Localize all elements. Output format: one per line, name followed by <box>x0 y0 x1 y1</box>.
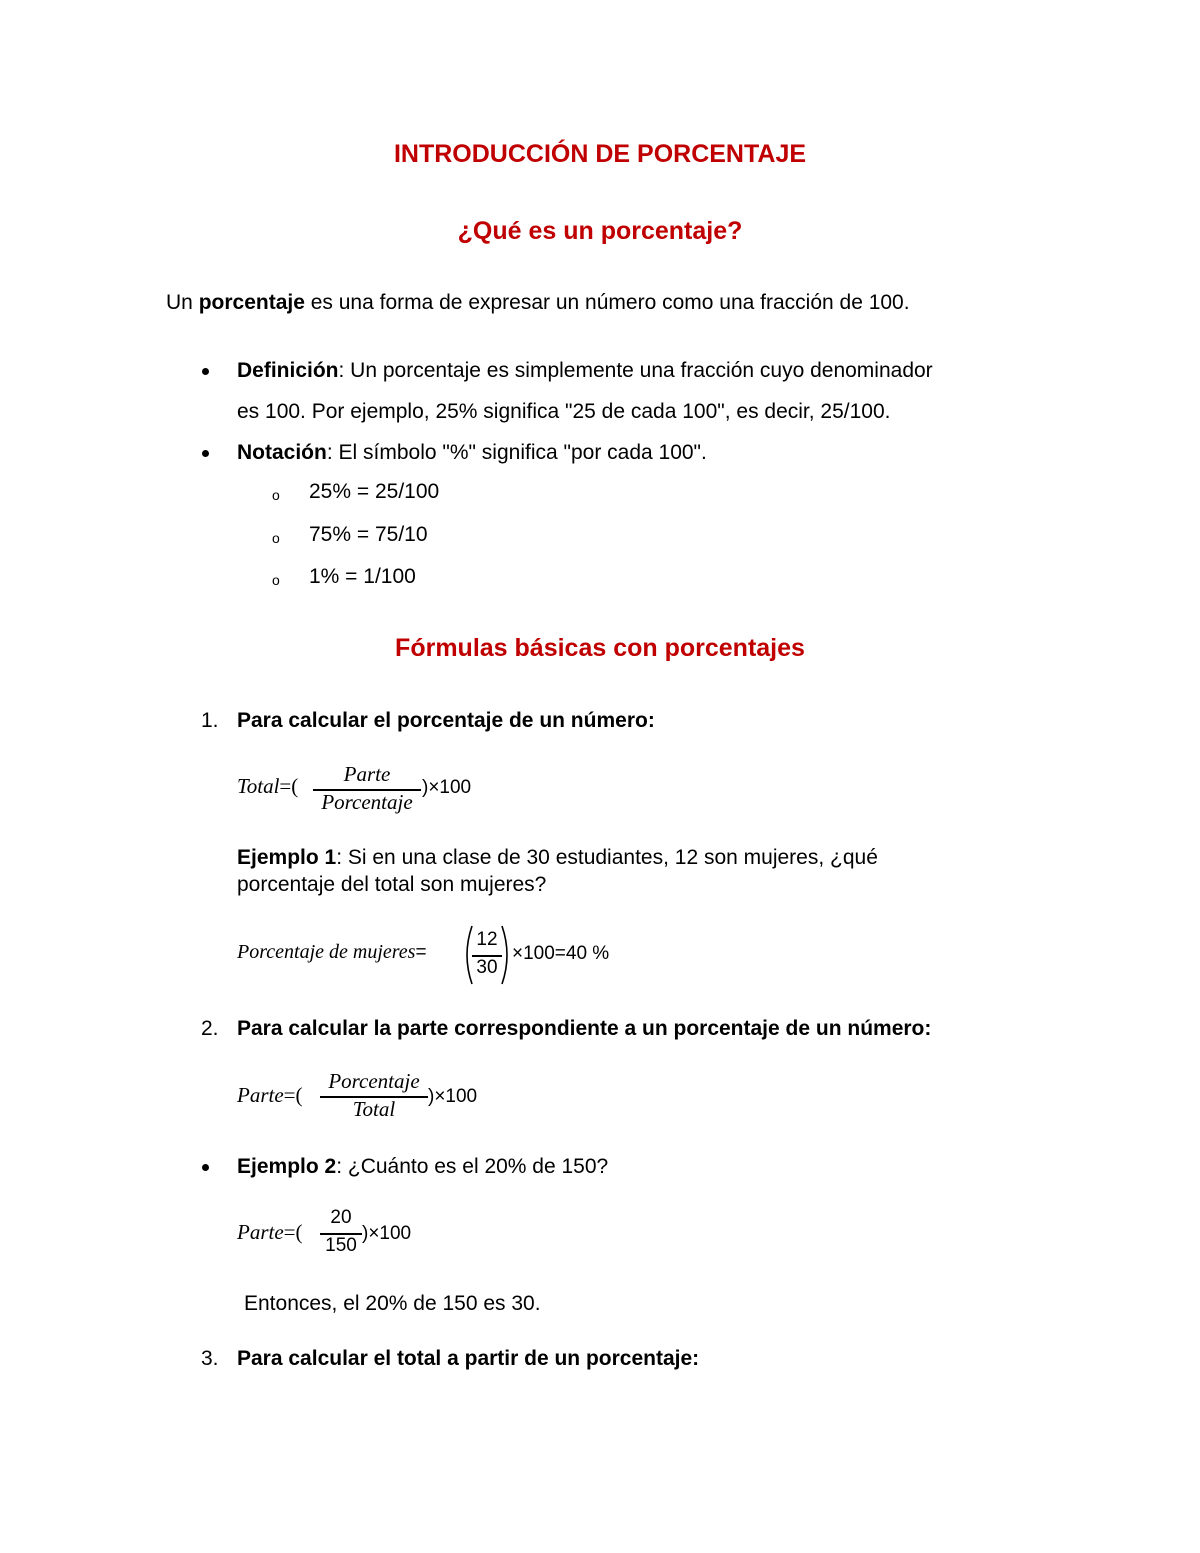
intro-bold-term: porcentaje <box>198 291 305 314</box>
example1: Ejemplo 1: Si en una clase de 30 estudiantes, 12 son mujeres, ¿qué <box>237 846 878 869</box>
section-heading-what-is: ¿Qué es un porcentaje? <box>457 217 743 245</box>
formula-example2-tail: )×100 <box>362 1223 412 1244</box>
sub-item: 75% = 75/10 <box>309 523 428 546</box>
formula-example1-tail: ×100=40 % <box>512 943 610 964</box>
page-title: INTRODUCCIÓN DE PORCENTAJE <box>393 140 807 168</box>
item2-title: Para calcular la parte correspondiente a un porcentaje de un número: <box>237 1017 932 1040</box>
bullet-icon <box>202 368 209 375</box>
bullet-definicion-cont: es 100. Por ejemplo, 25% significa "25 de cada 100", es decir, 25/100. <box>237 400 891 423</box>
sub-bullet-icon: o <box>272 487 280 503</box>
bullet-notacion: Notación: El símbolo "%" significa "por cada 100". <box>237 441 707 464</box>
list-number: 2. <box>201 1017 219 1040</box>
intro-paragraph: Un porcentaje es una forma de expresar un número como una fracción de 100. <box>166 291 910 314</box>
formula-example1-lhs: Porcentaje de mujeres= <box>237 941 427 963</box>
formula-parte-fraction: Porcentaje Total <box>320 1069 428 1122</box>
item3-title: Para calcular el total a partir de un porcentaje: <box>237 1347 700 1370</box>
formula-total-fraction: Parte Porcentaje <box>313 762 421 815</box>
list-number: 1. <box>201 709 219 732</box>
formula-example2-fraction: 20 150 <box>320 1207 362 1257</box>
formula-example1-fraction: 12 30 <box>472 929 502 979</box>
formula-example2-lhs: Parte=( <box>237 1220 303 1244</box>
example1-cont: porcentaje del total son mujeres? <box>237 873 547 896</box>
section-heading-formulas: Fórmulas básicas con porcentajes <box>395 634 805 662</box>
sub-item: 25% = 25/100 <box>309 480 440 503</box>
sub-bullet-icon: o <box>272 530 280 546</box>
sub-item: 1% = 1/100 <box>309 565 416 588</box>
sub-bullet-icon: o <box>272 572 280 588</box>
bullet-definicion: Definición: Un porcentaje es simplemente una fracción cuyo denominador <box>237 359 933 382</box>
bullet-icon <box>202 450 209 457</box>
formula-parte: Parte=( <box>237 1083 303 1107</box>
list-number: 3. <box>201 1347 219 1370</box>
bullet-icon <box>202 1164 209 1171</box>
formula-total-tail: )×100 <box>422 777 472 798</box>
item1-title: Para calcular el porcentaje de un número: <box>237 709 655 732</box>
example2-conclusion: Entonces, el 20% de 150 es 30. <box>244 1292 541 1315</box>
formula-total: Total=( <box>237 774 299 798</box>
formula-parte-tail: )×100 <box>428 1086 478 1107</box>
example2: Ejemplo 2: ¿Cuánto es el 20% de 150? <box>237 1155 609 1178</box>
